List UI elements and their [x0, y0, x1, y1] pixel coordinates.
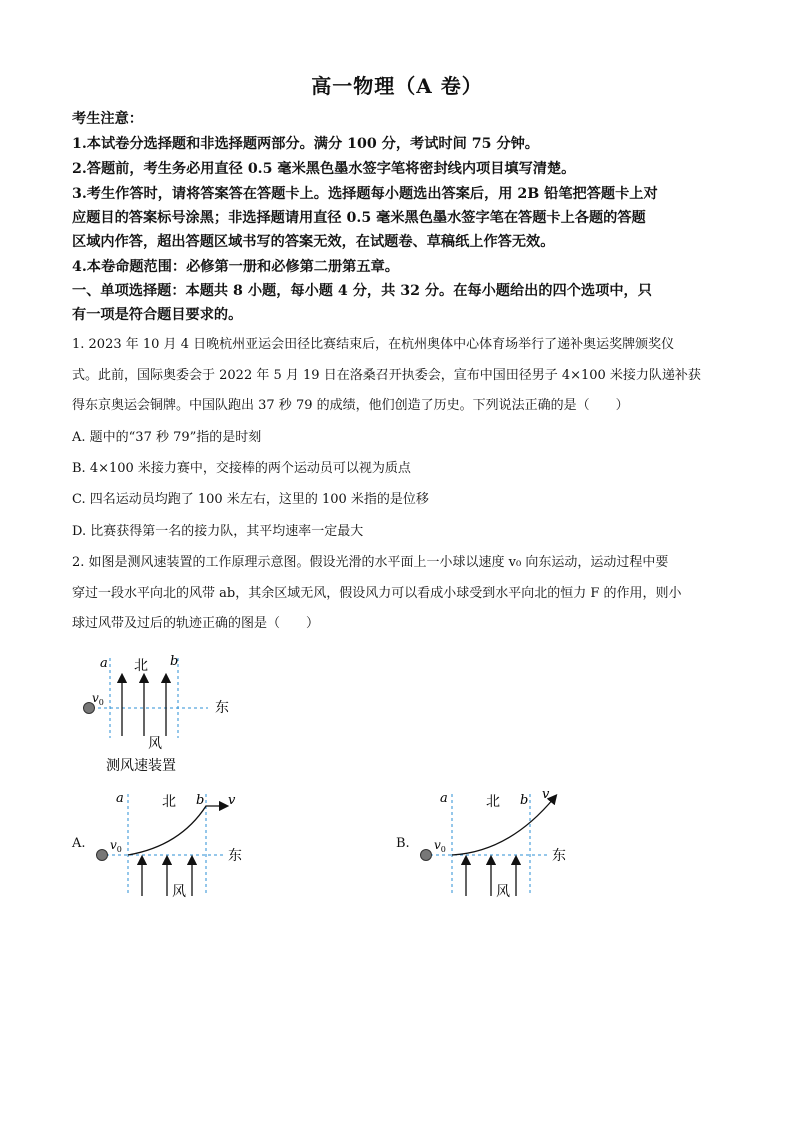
- label-wind: 风: [172, 884, 186, 900]
- notice-item: 应题目的答案标号涂黑；非选择题请用直径 0.5 毫米黑色墨水签字笔在答题卡上各题的答题: [72, 210, 646, 226]
- notice-item: 2.答题前，考生务必用直径 0.5 毫米黑色墨水签字笔将密封线内项目填写清楚。: [72, 161, 576, 177]
- label-east: 东: [228, 848, 242, 864]
- label-b: b: [170, 654, 179, 669]
- question-2-text: 球过风带及过后的轨迹正确的图是（ ）: [72, 616, 320, 631]
- question-1-option-a: A. 题中的“37 秒 79”指的是时刻: [72, 430, 262, 445]
- option-b-figure: [414, 784, 584, 904]
- label-v0: $v_0$: [110, 838, 122, 854]
- notice-item: 1.本试卷分选择题和非选择题两部分。满分 100 分，考试时间 75 分钟。: [72, 136, 539, 152]
- label-v0: $v_0$: [92, 691, 104, 707]
- question-1-text: 得东京奥运会铜牌。中国队跑出 37 秒 79 的成绩，他们创造了历史。下列说法正确的是（ ）: [72, 398, 629, 413]
- notice-heading: 考生注意：: [72, 111, 143, 127]
- trajectory: [452, 798, 554, 855]
- trajectory: [128, 806, 224, 855]
- label-wind: 风: [496, 884, 510, 900]
- notice-item: 3.考生作答时，请将答案答在答题卡上。选择题每小题选出答案后，用 2B 铅笔把答题卡上对: [72, 186, 658, 202]
- notice-item: 4.本卷命题范围：必修第一册和必修第二册第五章。: [72, 259, 399, 275]
- section-heading: 有一项是符合题目要求的。: [72, 307, 243, 323]
- label-v: v: [542, 787, 550, 802]
- ball: [97, 850, 108, 861]
- question-1-text: 1. 2023 年 10 月 4 日晚杭州亚运会田径比赛结束后，在杭州奥体中心体育场举行了递补奥运奖牌颁奖仪: [72, 337, 675, 352]
- label-a: a: [100, 656, 108, 671]
- question-1-option-c: C. 四名运动员均跑了 100 米左右，这里的 100 米指的是位移: [72, 492, 429, 507]
- question-1-text: 式。此前，国际奥委会于 2022 年 5 月 19 日在洛桑召开执委会，宣布中国田径男子 4×100 米接力队递补获: [72, 368, 701, 383]
- question-1-option-b: B. 4×100 米接力赛中，交接棒的两个运动员可以视为质点: [72, 461, 411, 476]
- figure-caption: 测风速装置: [106, 758, 176, 774]
- label-b: b: [520, 793, 529, 808]
- label-v0: $v_0$: [434, 838, 446, 854]
- option-a-label: A.: [72, 836, 86, 851]
- label-wind: 风: [148, 736, 162, 752]
- ball: [421, 850, 432, 861]
- label-north: 北: [134, 658, 148, 674]
- label-a: a: [116, 791, 124, 806]
- option-b-label: B.: [396, 836, 410, 851]
- label-north: 北: [162, 794, 176, 810]
- label-east: 东: [215, 700, 229, 716]
- label-a: a: [440, 791, 448, 806]
- label-v: v: [228, 793, 236, 808]
- label-east: 东: [552, 848, 566, 864]
- page-title: 高一物理（A 卷）: [311, 74, 483, 98]
- notice-item: 区域内作答，超出答题区域书写的答案无效，在试题卷、草稿纸上作答无效。: [72, 234, 555, 250]
- question-2-text: 2. 如图是测风速装置的工作原理示意图。假设光滑的水平面上一小球以速度 v₀ 向东运动，运动过程中要: [72, 555, 669, 570]
- section-heading: 一、单项选择题：本题共 8 小题，每小题 4 分，共 32 分。在每小题给出的四个选项中，只: [72, 283, 652, 299]
- question-2-text: 穿过一段水平向北的风带 ab，其余区域无风，假设风力可以看成小球受到水平向北的恒力 F 的作用，则小: [72, 586, 682, 601]
- wind-device-figure: [78, 648, 248, 776]
- label-b: b: [196, 793, 205, 808]
- option-a-figure: [90, 784, 260, 904]
- label-north: 北: [486, 794, 500, 810]
- question-1-option-d: D. 比赛获得第一名的接力队，其平均速率一定最大: [72, 524, 364, 539]
